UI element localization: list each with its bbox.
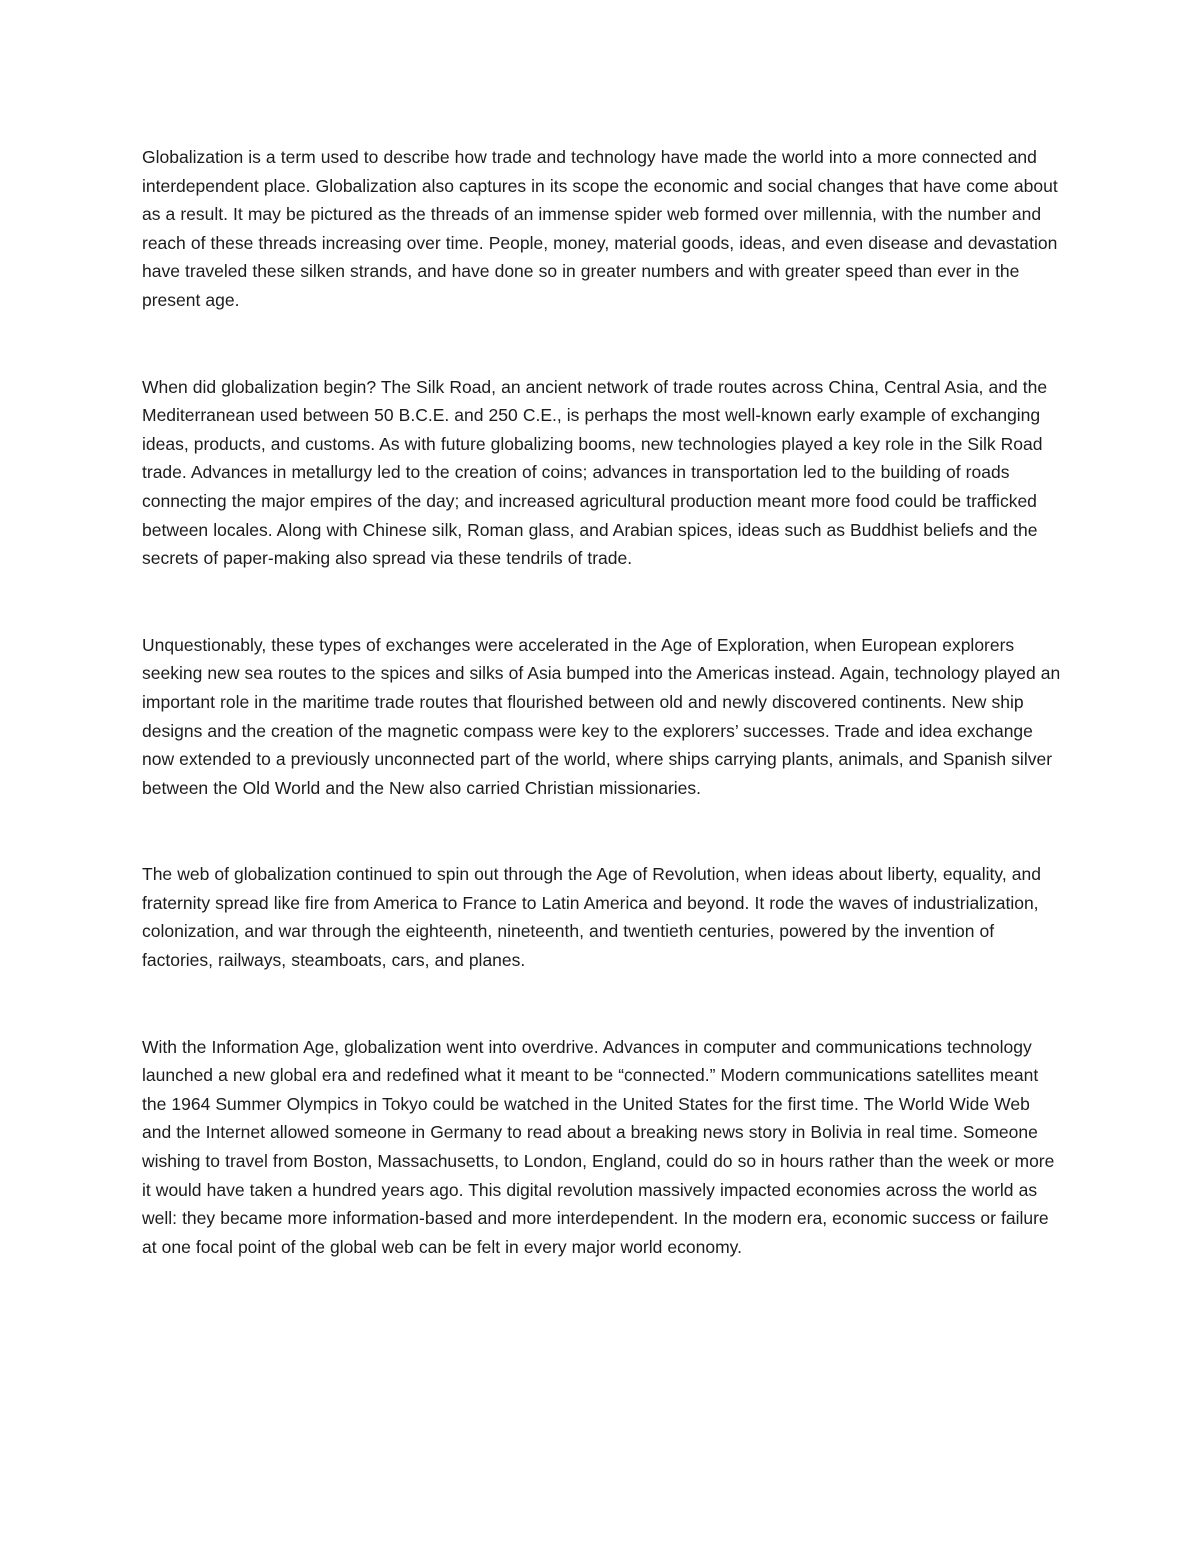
paragraph-spacer [142, 315, 1062, 373]
paragraph-spacer [142, 975, 1062, 1033]
paragraph-age-of-revolution: The web of globalization continued to spin out through the Age of Revolution, when ideas about liberty, equality, and fraternity spread like fire from America to France to Latin America and beyond. It rode the waves of industrialization, colonization, and war through the eighteenth, nineteenth, and twentieth centuries, powered by the invention of factories, railways, steamboats, cars, and planes. [142, 864, 1041, 971]
paragraph-silk-road: When did globalization begin? The Silk Road, an ancient network of trade routes across China, Central Asia, and the Mediterranean used between 50 B.C.E. and 250 C.E., is perhaps the most well-known early example of exchanging ideas, products, and customs. As with future globalizing booms, new technologies played a key role in the Silk Road trade. Advances in metallurgy led to the creation of coins; advances in transportation led to the building of roads connecting the major empires of the day; and increased agricultural production meant more food could be trafficked between locales. Along with Chinese silk, Roman glass, and Arabian spices, ideas such as Buddhist beliefs and the secrets of paper-making also spread via these tendrils of trade. [142, 376, 1048, 569]
paragraph-information-age: With the Information Age, globalization went into overdrive. Advances in computer and communications technology launched a new global era and redefined what it meant to be “connected.” Modern communications satellites meant the 1964 Summer Olympics in Tokyo could be watched in the United States for the first time. The World Wide Web and the Internet allowed someone in Germany to read about a breaking news story in Bolivia in real time. Someone wishing to travel from Boston, Massachusetts, to London, England, could do so in hours rather than the week or more it would have taken a hundred years ago. This digital revolution massively impacted economies across the world as well: they became more information-based and more interdependent. In the modern era, economic success or failure at one focal point of the global web can be felt in every major world economy. [142, 1036, 1055, 1257]
paragraph-spacer [142, 802, 1062, 860]
paragraph-origins: Globalization is a term used to describe how trade and technology have made the world into a more connected and interdependent place. Globalization also captures in its scope the economic and social changes that have come about as a result. It may be pictured as the threads of an immense spider web formed over millennia, with the number and reach of these threads increasing over time. People, money, material goods, ideas, and even disease and devastation have traveled these silken strands, and have done so in greater numbers and with greater speed than ever in the present age. [142, 147, 1058, 310]
paragraph-spacer [142, 573, 1062, 631]
paragraph-age-of-exploration: Unquestionably, these types of exchanges were accelerated in the Age of Exploration, when European explorers seeking new sea routes to the spices and silks of Asia bumped into the Americas instead. Again, technology played an important role in the maritime trade routes that flourished between old and newly discovered continents. New ship designs and the creation of the magnetic compass were key to the explorers’ successes. Trade and idea exchange now extended to a previously unconnected part of the world, where ships carrying plants, animals, and Spanish silver between the Old World and the New also carried Christian missionaries. [142, 634, 1061, 798]
document-body [142, 143, 1062, 1261]
